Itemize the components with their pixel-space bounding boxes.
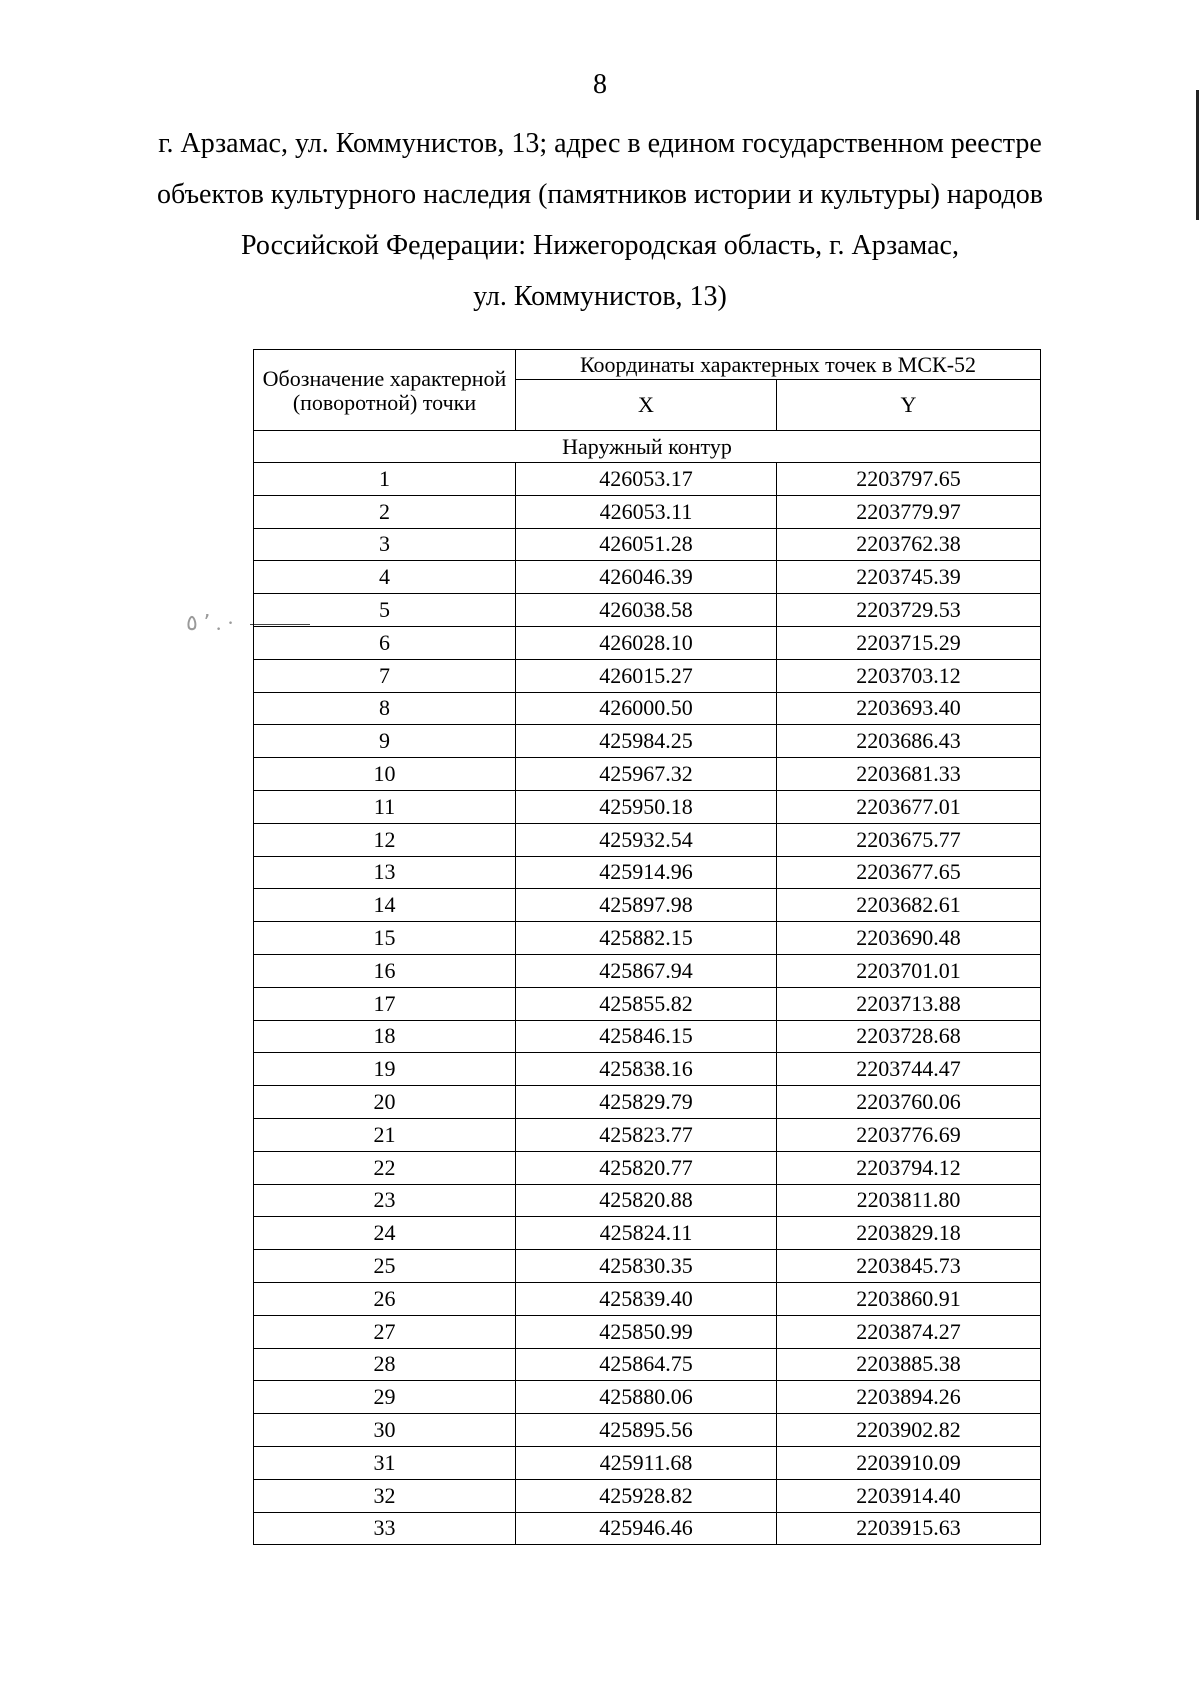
y-coordinate-cell: 2203762.38 (777, 528, 1041, 561)
point-number-cell: 32 (254, 1479, 516, 1512)
x-column-header: X (516, 380, 777, 431)
point-number-cell: 13 (254, 856, 516, 889)
y-coordinate-cell: 2203677.65 (777, 856, 1041, 889)
point-number-cell: 23 (254, 1184, 516, 1217)
y-coordinate-cell: 2203797.65 (777, 463, 1041, 496)
x-coordinate-cell: 425928.82 (516, 1479, 777, 1512)
point-number-cell: 18 (254, 1020, 516, 1053)
x-coordinate-cell: 425984.25 (516, 725, 777, 758)
table-row (254, 1414, 1041, 1447)
y-coordinate-cell: 2203693.40 (777, 692, 1041, 725)
table-row (254, 922, 1041, 955)
point-number-cell: 1 (254, 463, 516, 496)
table-row (254, 1151, 1041, 1184)
point-number-cell: 4 (254, 561, 516, 594)
x-coordinate-cell: 425838.16 (516, 1053, 777, 1086)
y-coordinate-cell: 2203703.12 (777, 659, 1041, 692)
table-row (254, 856, 1041, 889)
y-coordinate-cell: 2203829.18 (777, 1217, 1041, 1250)
point-number-cell: 16 (254, 954, 516, 987)
y-coordinate-cell: 2203715.29 (777, 626, 1041, 659)
x-coordinate-cell: 425967.32 (516, 758, 777, 791)
y-coordinate-cell: 2203728.68 (777, 1020, 1041, 1053)
table-row (254, 1217, 1041, 1250)
table-row (254, 528, 1041, 561)
coordinates-table (253, 349, 1041, 1545)
table-row (254, 463, 1041, 496)
table-row (254, 790, 1041, 823)
scan-edge-line (1196, 90, 1199, 220)
point-number-cell: 29 (254, 1381, 516, 1414)
y-coordinate-cell: 2203874.27 (777, 1315, 1041, 1348)
margin-scan-mark: ٬ ٥ . · (186, 610, 235, 635)
table-row (254, 659, 1041, 692)
y-coordinate-cell: 2203894.26 (777, 1381, 1041, 1414)
x-coordinate-cell: 426038.58 (516, 594, 777, 627)
table-row (254, 1446, 1041, 1479)
point-number-cell: 31 (254, 1446, 516, 1479)
x-coordinate-cell: 425880.06 (516, 1381, 777, 1414)
point-number-cell: 14 (254, 889, 516, 922)
address-paragraph (150, 118, 1050, 322)
x-coordinate-cell: 425932.54 (516, 823, 777, 856)
point-number-cell: 6 (254, 626, 516, 659)
point-number-cell: 26 (254, 1282, 516, 1315)
y-coordinate-cell: 2203914.40 (777, 1479, 1041, 1512)
point-number-cell: 28 (254, 1348, 516, 1381)
table-row (254, 626, 1041, 659)
table-row (254, 1053, 1041, 1086)
y-coordinate-cell: 2203860.91 (777, 1282, 1041, 1315)
x-coordinate-cell: 425911.68 (516, 1446, 777, 1479)
x-coordinate-cell: 425824.11 (516, 1217, 777, 1250)
table-row (254, 1282, 1041, 1315)
point-number-cell: 22 (254, 1151, 516, 1184)
point-number-cell: 2 (254, 495, 516, 528)
table-row (254, 1020, 1041, 1053)
point-number-cell: 3 (254, 528, 516, 561)
table-row (254, 1479, 1041, 1512)
y-coordinate-cell: 2203915.63 (777, 1512, 1041, 1545)
point-number-cell: 27 (254, 1315, 516, 1348)
table-row (254, 1086, 1041, 1119)
coordinates-header: Координаты характерных точек в МСК-52 (516, 350, 1041, 380)
point-number-cell: 12 (254, 823, 516, 856)
x-coordinate-cell: 425855.82 (516, 987, 777, 1020)
table-row (254, 495, 1041, 528)
address-line: ул. Коммунистов, 13) (473, 281, 727, 312)
point-number-cell: 33 (254, 1512, 516, 1545)
point-number-cell: 7 (254, 659, 516, 692)
y-coordinate-cell: 2203910.09 (777, 1446, 1041, 1479)
x-coordinate-cell: 426053.17 (516, 463, 777, 496)
x-coordinate-cell: 425914.96 (516, 856, 777, 889)
x-coordinate-cell: 426000.50 (516, 692, 777, 725)
point-number-cell: 17 (254, 987, 516, 1020)
x-coordinate-cell: 425846.15 (516, 1020, 777, 1053)
table-row (254, 594, 1041, 627)
y-coordinate-cell: 2203682.61 (777, 889, 1041, 922)
x-coordinate-cell: 425946.46 (516, 1512, 777, 1545)
section-label: Наружный контур (254, 431, 1041, 463)
x-coordinate-cell: 425829.79 (516, 1086, 777, 1119)
point-designation-header: Обозначение характерной (поворотной) точки (254, 350, 516, 431)
y-coordinate-cell: 2203713.88 (777, 987, 1041, 1020)
y-coordinate-cell: 2203745.39 (777, 561, 1041, 594)
y-coordinate-cell: 2203902.82 (777, 1414, 1041, 1447)
x-coordinate-cell: 425867.94 (516, 954, 777, 987)
page-number: 8 (593, 69, 607, 100)
y-coordinate-cell: 2203686.43 (777, 725, 1041, 758)
table-row (254, 889, 1041, 922)
table-row (254, 954, 1041, 987)
y-coordinate-cell: 2203690.48 (777, 922, 1041, 955)
address-line: г. Арзамас, ул. Коммунистов, 13; адрес в едином государственном реестре (158, 128, 1042, 159)
y-column-header: Y (777, 380, 1041, 431)
y-coordinate-cell: 2203794.12 (777, 1151, 1041, 1184)
x-coordinate-cell: 425864.75 (516, 1348, 777, 1381)
x-coordinate-cell: 425820.77 (516, 1151, 777, 1184)
point-number-cell: 21 (254, 1118, 516, 1151)
y-coordinate-cell: 2203729.53 (777, 594, 1041, 627)
point-number-cell: 8 (254, 692, 516, 725)
y-coordinate-cell: 2203744.47 (777, 1053, 1041, 1086)
y-coordinate-cell: 2203677.01 (777, 790, 1041, 823)
y-coordinate-cell: 2203885.38 (777, 1348, 1041, 1381)
point-number-cell: 19 (254, 1053, 516, 1086)
point-number-cell: 10 (254, 758, 516, 791)
point-number-cell: 24 (254, 1217, 516, 1250)
x-coordinate-cell: 425950.18 (516, 790, 777, 823)
x-coordinate-cell: 425882.15 (516, 922, 777, 955)
x-coordinate-cell: 425850.99 (516, 1315, 777, 1348)
y-coordinate-cell: 2203811.80 (777, 1184, 1041, 1217)
y-coordinate-cell: 2203681.33 (777, 758, 1041, 791)
point-number-cell: 25 (254, 1250, 516, 1283)
x-coordinate-cell: 425839.40 (516, 1282, 777, 1315)
point-number-cell: 11 (254, 790, 516, 823)
table-row (254, 725, 1041, 758)
x-coordinate-cell: 425897.98 (516, 889, 777, 922)
address-line: объектов культурного наследия (памятников истории и культуры) народов (157, 179, 1043, 210)
x-coordinate-cell: 425895.56 (516, 1414, 777, 1447)
table-row (254, 1118, 1041, 1151)
table-row (254, 987, 1041, 1020)
x-coordinate-cell: 425823.77 (516, 1118, 777, 1151)
y-coordinate-cell: 2203776.69 (777, 1118, 1041, 1151)
table-row (254, 1512, 1041, 1545)
y-coordinate-cell: 2203675.77 (777, 823, 1041, 856)
table-row (254, 561, 1041, 594)
table-row (254, 1381, 1041, 1414)
y-coordinate-cell: 2203845.73 (777, 1250, 1041, 1283)
x-coordinate-cell: 426028.10 (516, 626, 777, 659)
point-number-cell: 5 (254, 594, 516, 627)
y-coordinate-cell: 2203779.97 (777, 495, 1041, 528)
x-coordinate-cell: 426046.39 (516, 561, 777, 594)
x-coordinate-cell: 426051.28 (516, 528, 777, 561)
table-row (254, 1348, 1041, 1381)
x-coordinate-cell: 425820.88 (516, 1184, 777, 1217)
table-row (254, 1184, 1041, 1217)
table-row (254, 823, 1041, 856)
address-line: Российской Федерации: Нижегородская область, г. Арзамас, (241, 230, 959, 261)
y-coordinate-cell: 2203701.01 (777, 954, 1041, 987)
point-number-cell: 15 (254, 922, 516, 955)
point-number-cell: 20 (254, 1086, 516, 1119)
x-coordinate-cell: 426053.11 (516, 495, 777, 528)
point-number-cell: 30 (254, 1414, 516, 1447)
x-coordinate-cell: 426015.27 (516, 659, 777, 692)
table-row (254, 1315, 1041, 1348)
point-number-cell: 9 (254, 725, 516, 758)
x-coordinate-cell: 425830.35 (516, 1250, 777, 1283)
table-row (254, 758, 1041, 791)
y-coordinate-cell: 2203760.06 (777, 1086, 1041, 1119)
table-row (254, 692, 1041, 725)
table-row (254, 1250, 1041, 1283)
